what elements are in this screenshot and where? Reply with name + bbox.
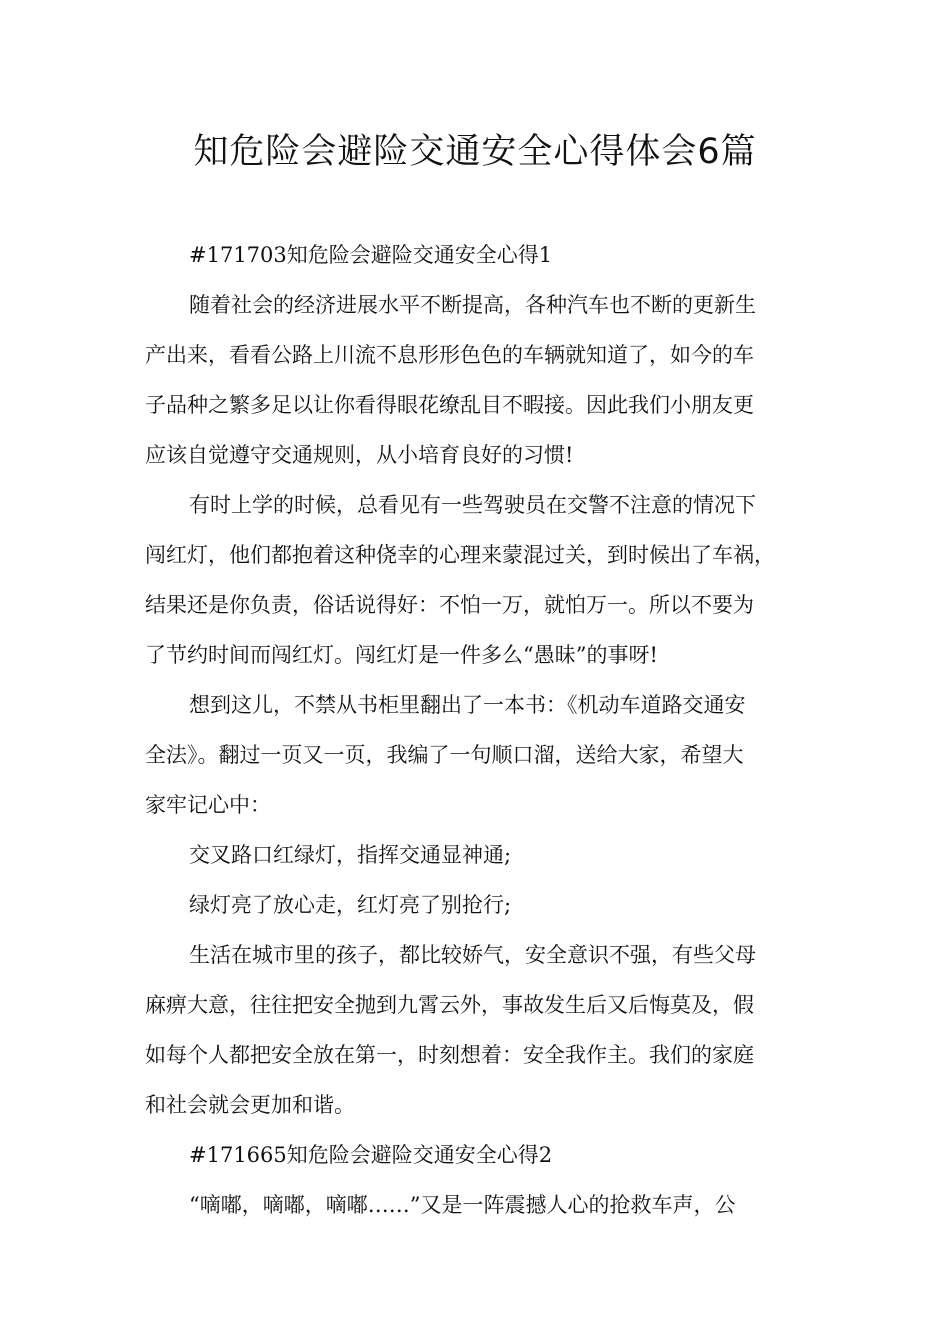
paragraph-line: 了节约时间而闯红灯。闯红灯是一件多么“愚昧”的事呀! bbox=[145, 643, 658, 667]
paragraph-line: 子品种之繁多足以让你看得眼花缭乱目不暇接。因此我们小朋友更 bbox=[145, 393, 754, 417]
paragraph-line: 产出来，看看公路上川流不息形形色色的车辆就知道了，如今的车 bbox=[145, 343, 754, 367]
paragraph-line: 闯红灯，他们都抱着这种侥幸的心理来蒙混过关，到时候出了车祸， bbox=[145, 543, 775, 567]
paragraph-line: 全法》。翻过一页又一页，我编了一句顺口溜，送给大家，希望大 bbox=[145, 743, 744, 767]
section-heading-2: #171665知危险会避险交通安全心得2 bbox=[189, 1143, 553, 1167]
paragraph-line: 家牢记心中： bbox=[145, 793, 271, 817]
poem-line: 交叉路口红绿灯，指挥交通显神通; bbox=[189, 843, 512, 867]
section-heading-1: #171703知危险会避险交通安全心得1 bbox=[189, 243, 553, 267]
paragraph-line: 有时上学的时候，总看见有一些驾驶员在交警不注意的情况下 bbox=[189, 493, 756, 517]
paragraph-line: 应该自觉遵守交通规则，从小培育良好的习惯! bbox=[145, 443, 574, 467]
paragraph-line: 想到这儿，不禁从书柜里翻出了一本书：《机动车道路交通安 bbox=[189, 693, 746, 717]
paragraph-line: 如每个人都把安全放在第一，时刻想着：安全我作主。我们的家庭 bbox=[145, 1043, 754, 1067]
paragraph-line: 生活在城市里的孩子，都比较娇气，安全意识不强，有些父母 bbox=[189, 943, 756, 967]
paragraph-line: “嘀嘟，嘀嘟，嘀嘟……”又是一阵震撼人心的抢救车声，公 bbox=[189, 1193, 736, 1217]
paragraph-line: 结果还是你负责，俗话说得好：不怕一万，就怕万一。所以不要为 bbox=[145, 593, 754, 617]
poem-line: 绿灯亮了放心走，红灯亮了别抢行; bbox=[189, 893, 512, 917]
paragraph-line: 和社会就会更加和谐。 bbox=[145, 1093, 355, 1117]
document-body bbox=[145, 230, 815, 1230]
paragraph-line: 麻痹大意，往往把安全抛到九霄云外，事故发生后又后悔莫及，假 bbox=[145, 993, 754, 1017]
paragraph-line: 随着社会的经济进展水平不断提高，各种汽车也不断的更新生 bbox=[189, 293, 756, 317]
document-title: 知危险会避险交通安全心得体会6篇 bbox=[193, 132, 757, 172]
